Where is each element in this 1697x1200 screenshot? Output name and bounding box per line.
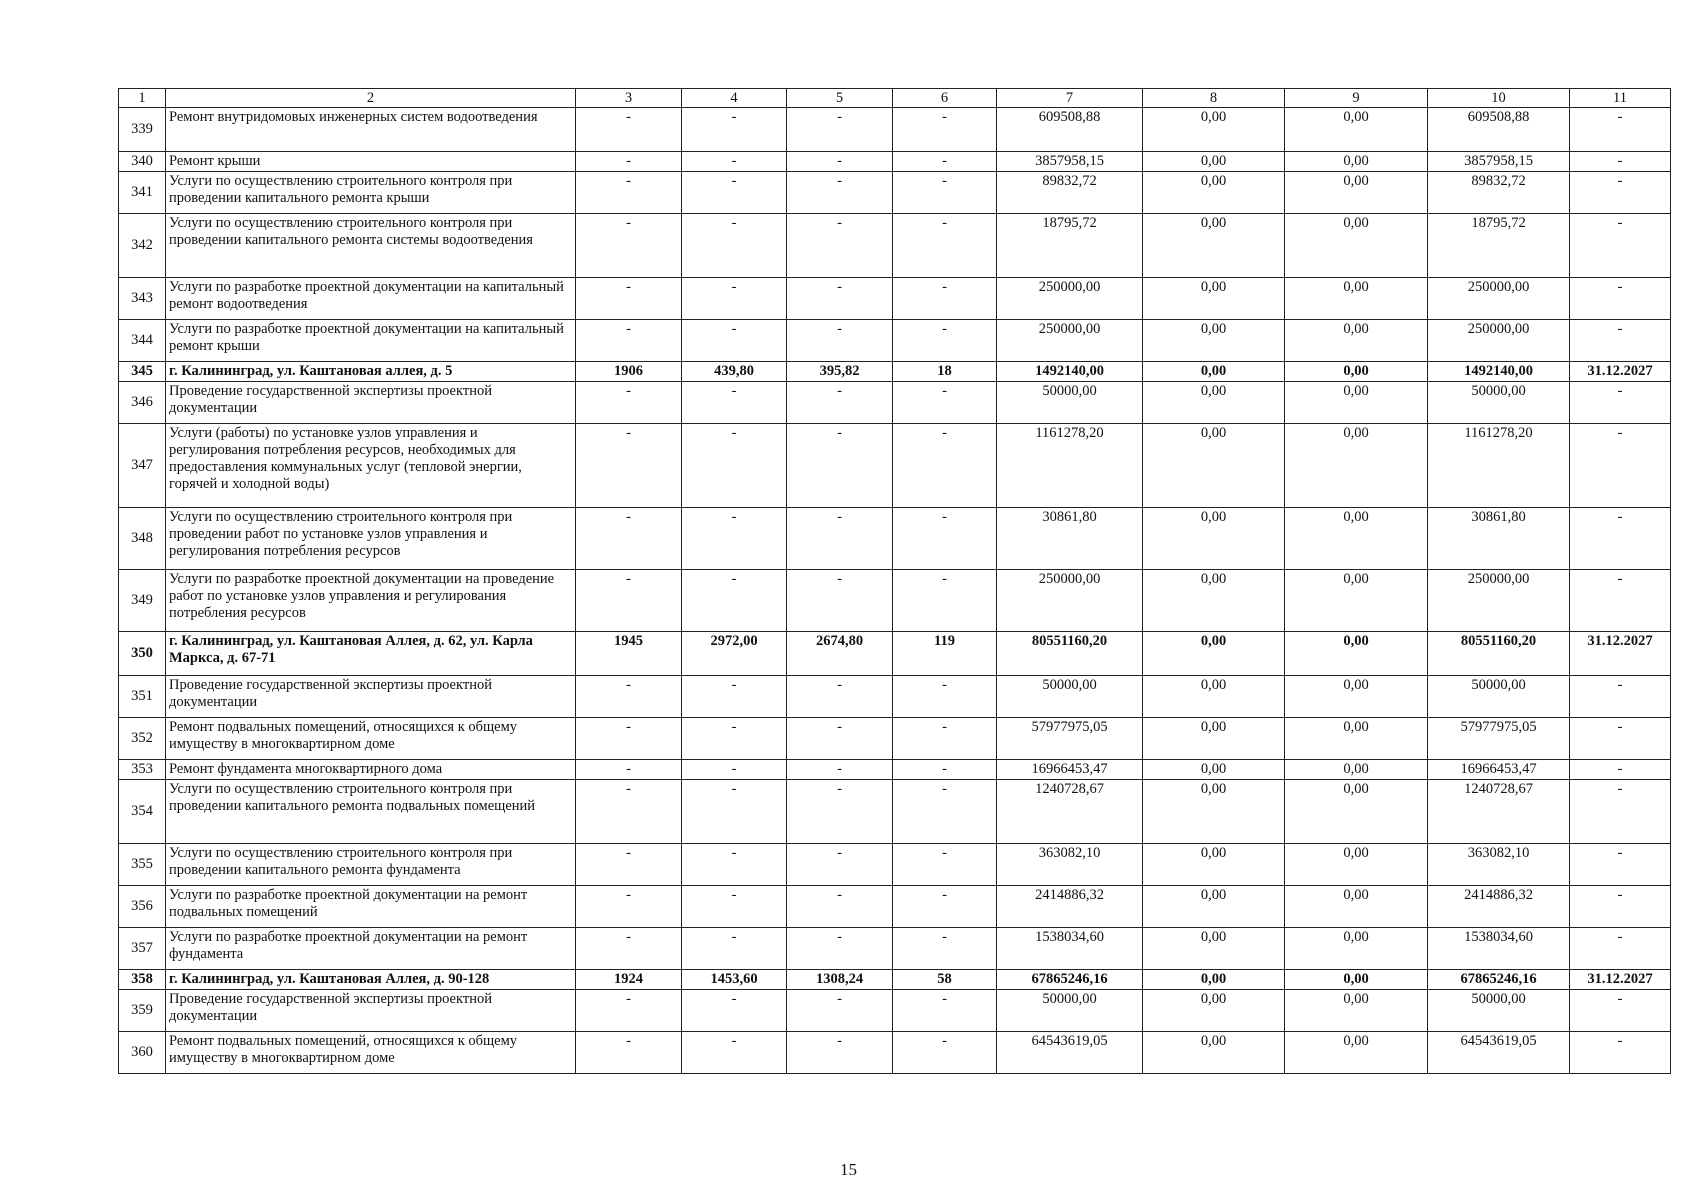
year-built-cell: - [576,214,682,278]
living-area-cell: - [787,990,893,1032]
total-cost-cell: 609508,88 [997,108,1143,152]
residents-count-cell: - [893,718,997,760]
total-area-cell: - [682,780,787,844]
owner-funds-cell: 50000,00 [1428,990,1570,1032]
column-number-header: 3 [576,89,682,108]
total-cost-cell: 57977975,05 [997,718,1143,760]
work-description-cell: Услуги по осуществлению строительного контроля при проведении капитального ремонта подвальных помещений [166,780,576,844]
fund-cost-cell: 0,00 [1143,320,1285,362]
fund-cost-cell: 0,00 [1143,886,1285,928]
deadline-cell: - [1570,108,1671,152]
work-description-cell: Ремонт фундамента многоквартирного дома [166,760,576,780]
work-description-cell: г. Калининград, ул. Каштановая Аллея, д. 62, ул. Карла Маркса, д. 67-71 [166,632,576,676]
work-description-cell: Проведение государственной экспертизы проектной документации [166,382,576,424]
year-built-cell: - [576,780,682,844]
other-cost-cell: 0,00 [1285,760,1428,780]
living-area-cell: - [787,718,893,760]
other-cost-cell: 0,00 [1285,320,1428,362]
total-cost-cell: 3857958,15 [997,152,1143,172]
work-description-cell: г. Калининград, ул. Каштановая Аллея, д. 90-128 [166,970,576,990]
fund-cost-cell: 0,00 [1143,718,1285,760]
work-description-cell: Ремонт крыши [166,152,576,172]
table-row [119,320,1671,362]
total-cost-cell: 1161278,20 [997,424,1143,508]
living-area-cell: 2674,80 [787,632,893,676]
table-row [119,214,1671,278]
fund-cost-cell: 0,00 [1143,970,1285,990]
deadline-cell: - [1570,780,1671,844]
row-number-cell: 354 [119,780,166,844]
column-number-header: 4 [682,89,787,108]
deadline-cell: - [1570,718,1671,760]
year-built-cell: - [576,320,682,362]
table-row [119,424,1671,508]
work-description-cell: Услуги по разработке проектной документации на проведение работ по установке узлов управления и регулирования потребления ресурсов [166,570,576,632]
total-cost-cell: 250000,00 [997,320,1143,362]
residents-count-cell: - [893,508,997,570]
residents-count-cell: - [893,108,997,152]
other-cost-cell: 0,00 [1285,152,1428,172]
residents-count-cell: - [893,278,997,320]
deadline-cell: - [1570,278,1671,320]
deadline-cell: - [1570,508,1671,570]
living-area-cell: - [787,278,893,320]
fund-cost-cell: 0,00 [1143,844,1285,886]
year-built-cell: - [576,172,682,214]
other-cost-cell: 0,00 [1285,278,1428,320]
other-cost-cell: 0,00 [1285,970,1428,990]
total-cost-cell: 89832,72 [997,172,1143,214]
living-area-cell: - [787,508,893,570]
table-row [119,152,1671,172]
total-cost-cell: 50000,00 [997,990,1143,1032]
year-built-cell: - [576,108,682,152]
row-number-cell: 353 [119,760,166,780]
living-area-cell: - [787,108,893,152]
work-description-cell: Ремонт внутридомовых инженерных систем водоотведения [166,108,576,152]
row-number-cell: 350 [119,632,166,676]
total-area-cell: - [682,424,787,508]
row-number-cell: 339 [119,108,166,152]
deadline-cell: - [1570,570,1671,632]
fund-cost-cell: 0,00 [1143,108,1285,152]
work-description-cell: Услуги по разработке проектной документации на ремонт подвальных помещений [166,886,576,928]
row-number-cell: 346 [119,382,166,424]
row-number-cell: 345 [119,362,166,382]
owner-funds-cell: 3857958,15 [1428,152,1570,172]
deadline-cell: - [1570,676,1671,718]
owner-funds-cell: 18795,72 [1428,214,1570,278]
total-cost-cell: 64543619,05 [997,1032,1143,1074]
table-row [119,780,1671,844]
owner-funds-cell: 57977975,05 [1428,718,1570,760]
other-cost-cell: 0,00 [1285,108,1428,152]
owner-funds-cell: 250000,00 [1428,570,1570,632]
residents-count-cell: - [893,780,997,844]
other-cost-cell: 0,00 [1285,362,1428,382]
total-area-cell: 1453,60 [682,970,787,990]
work-description-cell: Ремонт подвальных помещений, относящихся к общему имуществу в многоквартирном доме [166,1032,576,1074]
total-cost-cell: 18795,72 [997,214,1143,278]
living-area-cell: - [787,320,893,362]
living-area-cell: - [787,1032,893,1074]
living-area-cell: - [787,152,893,172]
table-row [119,1032,1671,1074]
fund-cost-cell: 0,00 [1143,760,1285,780]
row-number-cell: 342 [119,214,166,278]
total-cost-cell: 50000,00 [997,676,1143,718]
table-row [119,362,1671,382]
owner-funds-cell: 16966453,47 [1428,760,1570,780]
fund-cost-cell: 0,00 [1143,570,1285,632]
living-area-cell: - [787,844,893,886]
living-area-cell: - [787,780,893,844]
column-number-header: 6 [893,89,997,108]
deadline-cell: - [1570,214,1671,278]
deadline-cell: - [1570,886,1671,928]
total-cost-cell: 16966453,47 [997,760,1143,780]
residents-count-cell: - [893,990,997,1032]
document-table-wrapper [118,88,1670,1074]
year-built-cell: - [576,382,682,424]
fund-cost-cell: 0,00 [1143,928,1285,970]
year-built-cell: - [576,424,682,508]
living-area-cell: - [787,928,893,970]
total-area-cell: 439,80 [682,362,787,382]
row-number-cell: 355 [119,844,166,886]
residents-count-cell: - [893,928,997,970]
other-cost-cell: 0,00 [1285,718,1428,760]
living-area-cell: - [787,570,893,632]
fund-cost-cell: 0,00 [1143,424,1285,508]
table-row [119,718,1671,760]
owner-funds-cell: 50000,00 [1428,676,1570,718]
owner-funds-cell: 1240728,67 [1428,780,1570,844]
year-built-cell: - [576,928,682,970]
residents-count-cell: - [893,1032,997,1074]
year-built-cell: - [576,990,682,1032]
deadline-cell: - [1570,172,1671,214]
work-description-cell: г. Калининград, ул. Каштановая аллея, д. 5 [166,362,576,382]
deadline-cell: - [1570,844,1671,886]
residents-count-cell: - [893,152,997,172]
deadline-cell: 31.12.2027 [1570,632,1671,676]
work-description-cell: Услуги (работы) по установке узлов управления и регулирования потребления ресурсов, необходимых для предоставления коммунальных услуг (тепловой энергии, горячей и холодной воды) [166,424,576,508]
other-cost-cell: 0,00 [1285,424,1428,508]
deadline-cell: 31.12.2027 [1570,970,1671,990]
residents-count-cell: - [893,172,997,214]
owner-funds-cell: 609508,88 [1428,108,1570,152]
deadline-cell: - [1570,382,1671,424]
total-cost-cell: 80551160,20 [997,632,1143,676]
column-number-header: 5 [787,89,893,108]
deadline-cell: - [1570,928,1671,970]
table-row [119,108,1671,152]
fund-cost-cell: 0,00 [1143,508,1285,570]
row-number-cell: 352 [119,718,166,760]
year-built-cell: - [576,886,682,928]
residents-count-cell: - [893,886,997,928]
owner-funds-cell: 89832,72 [1428,172,1570,214]
living-area-cell: - [787,676,893,718]
residents-count-cell: - [893,844,997,886]
other-cost-cell: 0,00 [1285,172,1428,214]
total-area-cell: - [682,844,787,886]
row-number-cell: 349 [119,570,166,632]
work-description-cell: Услуги по осуществлению строительного контроля при проведении капитального ремонта крыши [166,172,576,214]
total-area-cell: - [682,570,787,632]
work-description-cell: Услуги по разработке проектной документации на капитальный ремонт крыши [166,320,576,362]
table-row [119,172,1671,214]
total-area-cell: - [682,108,787,152]
work-description-cell: Проведение государственной экспертизы проектной документации [166,990,576,1032]
column-number-header: 11 [1570,89,1671,108]
total-cost-cell: 250000,00 [997,570,1143,632]
column-number-header: 9 [1285,89,1428,108]
total-cost-cell: 1492140,00 [997,362,1143,382]
total-cost-cell: 363082,10 [997,844,1143,886]
work-description-cell: Услуги по осуществлению строительного контроля при проведении работ по установке узлов управления и регулирования потребления ресурсов [166,508,576,570]
row-number-cell: 359 [119,990,166,1032]
work-description-cell: Услуги по осуществлению строительного контроля при проведении капитального ремонта фундамента [166,844,576,886]
other-cost-cell: 0,00 [1285,928,1428,970]
residents-count-cell: - [893,214,997,278]
total-area-cell: - [682,278,787,320]
row-number-cell: 360 [119,1032,166,1074]
deadline-cell: - [1570,424,1671,508]
table-row [119,760,1671,780]
other-cost-cell: 0,00 [1285,844,1428,886]
living-area-cell: - [787,214,893,278]
table-row [119,886,1671,928]
owner-funds-cell: 363082,10 [1428,844,1570,886]
total-cost-cell: 1538034,60 [997,928,1143,970]
work-description-cell: Услуги по осуществлению строительного контроля при проведении капитального ремонта системы водоотведения [166,214,576,278]
year-built-cell: - [576,570,682,632]
residents-count-cell: - [893,424,997,508]
residents-count-cell: - [893,760,997,780]
other-cost-cell: 0,00 [1285,382,1428,424]
table-row [119,676,1671,718]
living-area-cell: - [787,886,893,928]
fund-cost-cell: 0,00 [1143,382,1285,424]
fund-cost-cell: 0,00 [1143,1032,1285,1074]
table-row [119,278,1671,320]
total-area-cell: - [682,676,787,718]
table-row [119,844,1671,886]
fund-cost-cell: 0,00 [1143,172,1285,214]
other-cost-cell: 0,00 [1285,570,1428,632]
owner-funds-cell: 50000,00 [1428,382,1570,424]
table-row [119,928,1671,970]
column-number-header: 1 [119,89,166,108]
owner-funds-cell: 250000,00 [1428,278,1570,320]
living-area-cell: - [787,172,893,214]
residents-count-cell: 18 [893,362,997,382]
residents-count-cell: - [893,570,997,632]
fund-cost-cell: 0,00 [1143,990,1285,1032]
column-number-header: 2 [166,89,576,108]
owner-funds-cell: 1161278,20 [1428,424,1570,508]
page-number: 15 [840,1160,857,1179]
total-area-cell: - [682,928,787,970]
row-number-cell: 341 [119,172,166,214]
total-area-cell: - [682,152,787,172]
other-cost-cell: 0,00 [1285,990,1428,1032]
row-number-cell: 347 [119,424,166,508]
total-cost-cell: 2414886,32 [997,886,1143,928]
total-area-cell: - [682,718,787,760]
living-area-cell: 395,82 [787,362,893,382]
other-cost-cell: 0,00 [1285,676,1428,718]
row-number-cell: 356 [119,886,166,928]
other-cost-cell: 0,00 [1285,1032,1428,1074]
row-number-cell: 351 [119,676,166,718]
table-row [119,970,1671,990]
residents-count-cell: 58 [893,970,997,990]
column-number-header: 7 [997,89,1143,108]
other-cost-cell: 0,00 [1285,632,1428,676]
year-built-cell: - [576,508,682,570]
year-built-cell: - [576,1032,682,1074]
residents-count-cell: - [893,676,997,718]
total-cost-cell: 1240728,67 [997,780,1143,844]
owner-funds-cell: 64543619,05 [1428,1032,1570,1074]
other-cost-cell: 0,00 [1285,508,1428,570]
deadline-cell: - [1570,320,1671,362]
residents-count-cell: - [893,382,997,424]
total-area-cell: - [682,508,787,570]
owner-funds-cell: 1492140,00 [1428,362,1570,382]
year-built-cell: - [576,718,682,760]
residents-count-cell: 119 [893,632,997,676]
fund-cost-cell: 0,00 [1143,780,1285,844]
deadline-cell: - [1570,1032,1671,1074]
living-area-cell: 1308,24 [787,970,893,990]
total-area-cell: 2972,00 [682,632,787,676]
table-row [119,990,1671,1032]
work-description-cell: Услуги по разработке проектной документации на ремонт фундамента [166,928,576,970]
fund-cost-cell: 0,00 [1143,214,1285,278]
owner-funds-cell: 80551160,20 [1428,632,1570,676]
total-area-cell: - [682,990,787,1032]
total-cost-cell: 30861,80 [997,508,1143,570]
table-row [119,632,1671,676]
other-cost-cell: 0,00 [1285,214,1428,278]
repair-program-table [118,88,1671,1074]
total-area-cell: - [682,320,787,362]
total-area-cell: - [682,214,787,278]
total-area-cell: - [682,1032,787,1074]
deadline-cell: 31.12.2027 [1570,362,1671,382]
total-area-cell: - [682,886,787,928]
year-built-cell: - [576,844,682,886]
fund-cost-cell: 0,00 [1143,152,1285,172]
row-number-cell: 357 [119,928,166,970]
owner-funds-cell: 2414886,32 [1428,886,1570,928]
work-description-cell: Услуги по разработке проектной документации на капитальный ремонт водоотведения [166,278,576,320]
column-number-header-row [119,89,1671,108]
row-number-cell: 344 [119,320,166,362]
row-number-cell: 343 [119,278,166,320]
living-area-cell: - [787,424,893,508]
living-area-cell: - [787,760,893,780]
year-built-cell: 1906 [576,362,682,382]
year-built-cell: 1924 [576,970,682,990]
living-area-cell: - [787,382,893,424]
other-cost-cell: 0,00 [1285,780,1428,844]
deadline-cell: - [1570,760,1671,780]
owner-funds-cell: 250000,00 [1428,320,1570,362]
fund-cost-cell: 0,00 [1143,632,1285,676]
owner-funds-cell: 67865246,16 [1428,970,1570,990]
fund-cost-cell: 0,00 [1143,676,1285,718]
year-built-cell: - [576,676,682,718]
row-number-cell: 358 [119,970,166,990]
total-area-cell: - [682,760,787,780]
column-number-header: 10 [1428,89,1570,108]
total-cost-cell: 67865246,16 [997,970,1143,990]
table-row [119,508,1671,570]
table-row [119,570,1671,632]
year-built-cell: - [576,278,682,320]
fund-cost-cell: 0,00 [1143,278,1285,320]
total-area-cell: - [682,382,787,424]
owner-funds-cell: 30861,80 [1428,508,1570,570]
year-built-cell: - [576,760,682,780]
year-built-cell: - [576,152,682,172]
fund-cost-cell: 0,00 [1143,362,1285,382]
owner-funds-cell: 1538034,60 [1428,928,1570,970]
table-row [119,382,1671,424]
row-number-cell: 348 [119,508,166,570]
total-cost-cell: 250000,00 [997,278,1143,320]
other-cost-cell: 0,00 [1285,886,1428,928]
total-area-cell: - [682,172,787,214]
deadline-cell: - [1570,990,1671,1032]
work-description-cell: Ремонт подвальных помещений, относящихся к общему имуществу в многоквартирном доме [166,718,576,760]
residents-count-cell: - [893,320,997,362]
column-number-header: 8 [1143,89,1285,108]
deadline-cell: - [1570,152,1671,172]
year-built-cell: 1945 [576,632,682,676]
total-cost-cell: 50000,00 [997,382,1143,424]
work-description-cell: Проведение государственной экспертизы проектной документации [166,676,576,718]
row-number-cell: 340 [119,152,166,172]
